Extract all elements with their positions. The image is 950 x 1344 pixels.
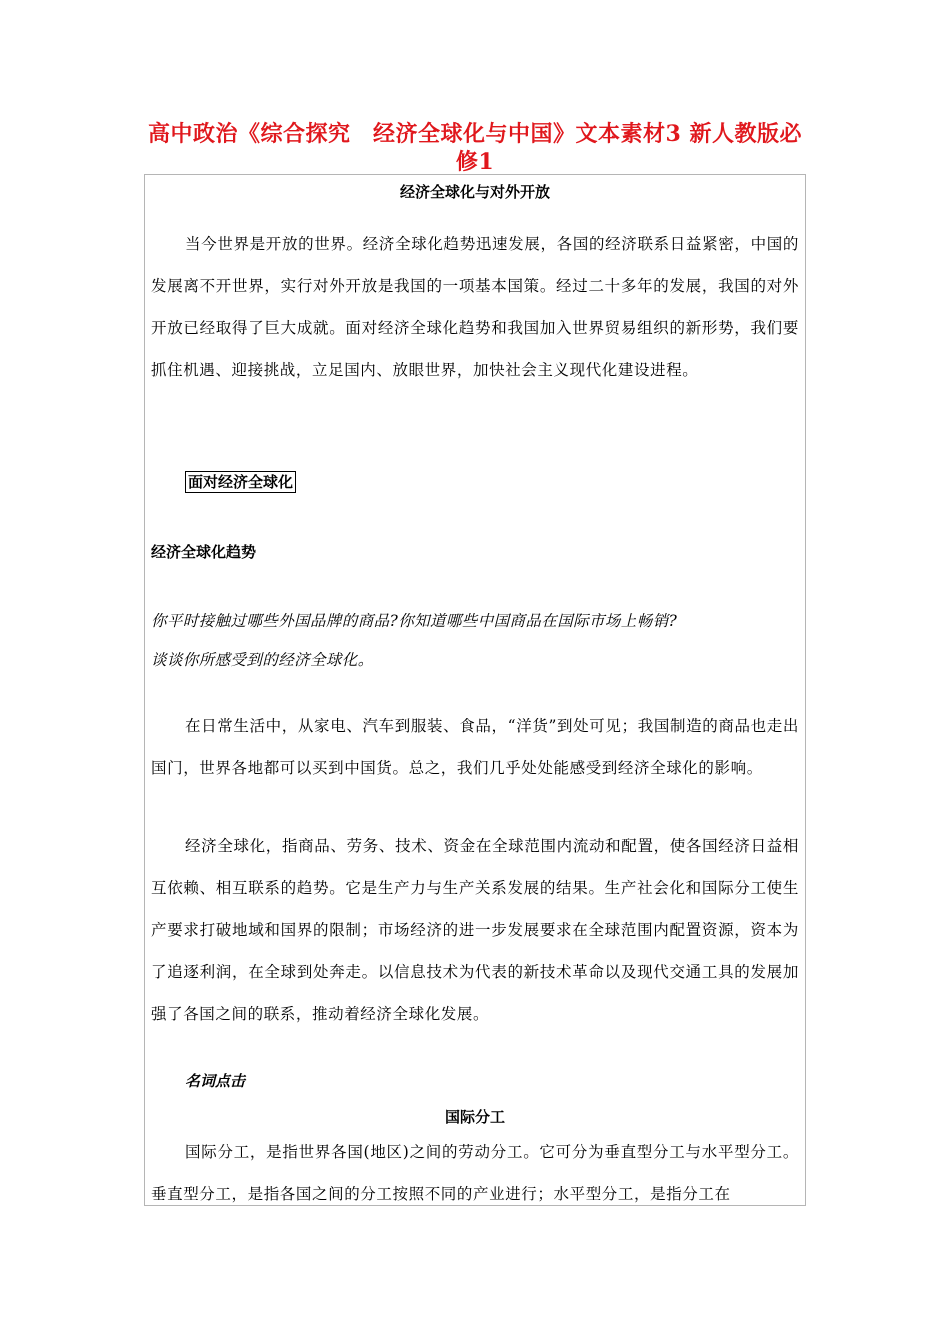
intro-paragraph: 当今世界是开放的世界。经济全球化趋势迅速发展，各国的经济联系日益紧密，中国的发展离不开世界，实行对外开放是我国的一项基本国策。经过二十多年的发展，我国的对外开放已经取得了巨大成就。面对经济全球化趋势和我国加入世界贸易组织的新形势，我们要抓住机遇、迎接挑战，立足国内、放眼世界，加快社会主义现代化建设进程。	[151, 235, 799, 379]
term-title: 国际分工	[444, 1108, 505, 1126]
document-title: 高中政治《综合探究 经济全球化与中国》文本素材3 新人教版必修1	[148, 121, 802, 175]
question-line-2: 谈谈你所感受到的经济全球化。	[151, 651, 374, 669]
term-label: 名词点击	[185, 1072, 246, 1090]
term-paragraph: 国际分工，是指世界各国(地区)之间的劳动分工。它可分为垂直型分工与水平型分工。垂直型分工，是指各国之间的分工按照不同的产业进行；水平型分工，是指分工在	[151, 1143, 799, 1203]
section-heading: 经济全球化与对外开放	[399, 183, 550, 201]
question-line-1: 你平时接触过哪些外国品牌的商品?你知道哪些中国商品在国际市场上畅销?	[151, 612, 678, 630]
daily-life-paragraph: 在日常生活中，从家电、汽车到服装、食品，“洋货”到处可见；我国制造的商品也走出国门，世界各地都可以买到中国货。总之，我们几乎处处能感受到经济全球化的影响。	[151, 717, 799, 777]
definition-paragraph: 经济全球化，指商品、劳务、技术、资金在全球范围内流动和配置，使各国经济日益相互依赖、相互联系的趋势。它是生产力与生产关系发展的结果。生产社会化和国际分工使生产要求打破地域和国界的限制；市场经济的进一步发展要求在全球范围内配置资源，资本为了追逐利润，在全球到处奔走。以信息技术为代表的新技术革命以及现代交通工具的发展加强了各国之间的联系，推动着经济全球化发展。	[151, 837, 799, 1023]
boxed-heading: 面对经济全球化	[185, 471, 296, 493]
content-frame	[144, 174, 806, 1206]
subheading-trend: 经济全球化趋势	[151, 543, 257, 561]
